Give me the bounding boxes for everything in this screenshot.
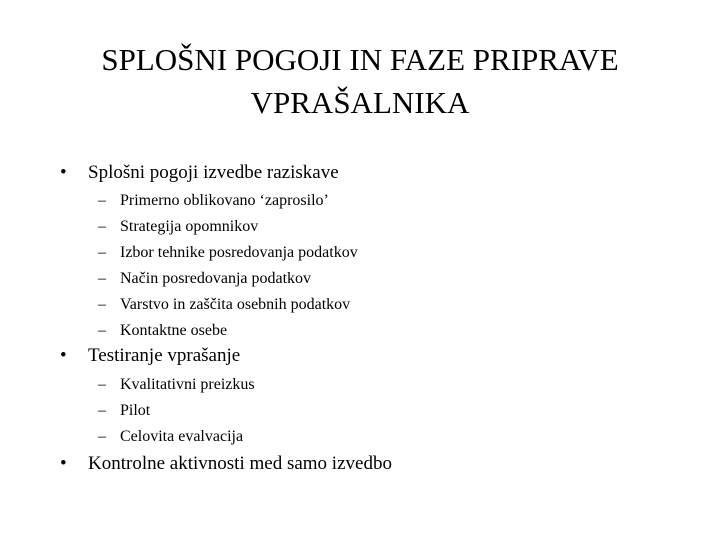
sub-item (98, 427, 243, 447)
dash-icon: – (98, 322, 106, 339)
dash-icon: – (98, 218, 106, 235)
bullet-dot-icon: • (60, 453, 67, 474)
sub-item (98, 243, 358, 263)
bullet-text: Splošni pogoji izvedbe raziskave (88, 162, 339, 183)
sub-item (98, 321, 227, 341)
dash-icon: – (98, 296, 106, 313)
bullet-item-control-activities (60, 453, 392, 475)
sub-item (98, 295, 350, 315)
sub-item (98, 269, 311, 289)
sub-item (98, 191, 329, 211)
sub-item-text: Pilot (120, 402, 151, 419)
bullet-dot-icon: • (60, 345, 67, 366)
dash-icon: – (98, 244, 106, 261)
sub-item-text: Kvalitativni preizkus (120, 376, 255, 393)
sub-item-text: Primerno oblikovano ‘zaprosilo’ (120, 192, 329, 209)
sub-item (98, 375, 255, 395)
sub-item-text: Izbor tehnike posredovanja podatkov (120, 244, 358, 261)
sub-item (98, 401, 150, 421)
dash-icon: – (98, 192, 106, 209)
sub-item-text: Varstvo in zaščita osebnih podatkov (120, 296, 351, 313)
sub-item-text: Kontaktne osebe (120, 322, 228, 339)
sub-item-text: Način posredovanja podatkov (120, 270, 312, 287)
bullet-text: Testiranje vprašanje (88, 345, 241, 366)
bullet-item-general-conditions (60, 162, 339, 184)
bullet-item-testing (60, 345, 240, 367)
slide-title-line-1: SPLOŠNI POGOJI IN FAZE PRIPRAVE (101, 42, 619, 77)
sub-item-text: Strategija opomnikov (120, 218, 259, 235)
bullet-text: Kontrolne aktivnosti med samo izvedbo (88, 453, 392, 474)
dash-icon: – (98, 402, 106, 419)
slide-title-line-2: VPRAŠALNIKA (250, 85, 470, 120)
sub-item (98, 217, 258, 237)
bullet-dot-icon: • (60, 162, 67, 183)
dash-icon: – (98, 428, 106, 445)
sub-item-text: Celovita evalvacija (120, 428, 244, 445)
dash-icon: – (98, 376, 106, 393)
dash-icon: – (98, 270, 106, 287)
